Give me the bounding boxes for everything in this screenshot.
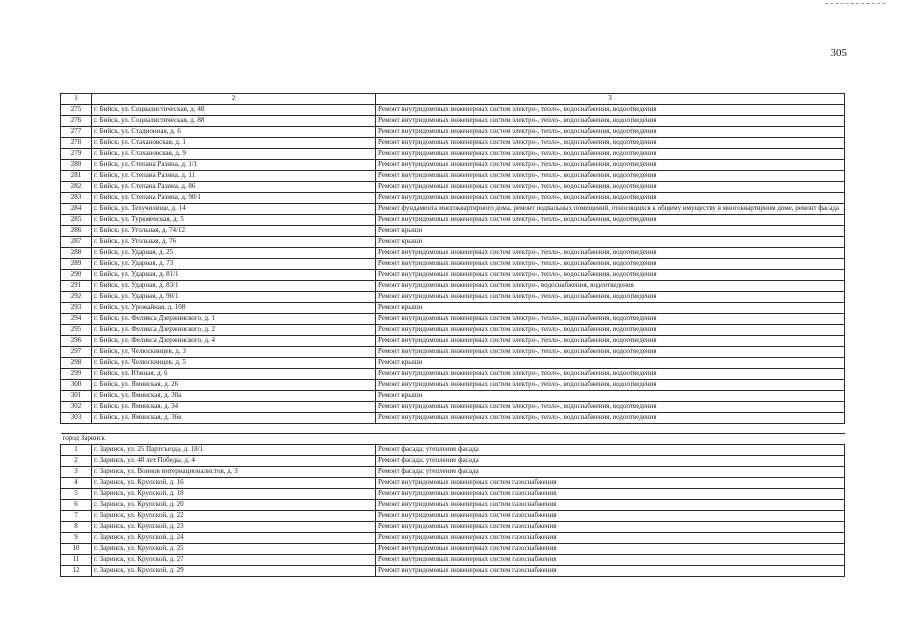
address-cell: г. Бийск, ул. Угольная, д. 76 bbox=[92, 237, 376, 248]
address-cell: г. Бийск, ул. Угольная, д. 74/12 bbox=[92, 226, 376, 237]
row-number-cell: 295 bbox=[61, 325, 92, 336]
work-type-cell: Ремонт внутридомовых инженерных систем электро-, тепло-, водоснабжения, водоотведения bbox=[376, 259, 845, 270]
work-type-cell: Ремонт внутридомовых инженерных систем электро-, тепло-, водоснабжения, водоотведения bbox=[376, 127, 845, 138]
table-row bbox=[61, 555, 845, 566]
table-row bbox=[61, 391, 845, 402]
row-number-cell: 294 bbox=[61, 314, 92, 325]
address-cell: г. Заринск, ул. 25 Партсъезда, д. 18/1 bbox=[92, 445, 376, 456]
work-type-cell: Ремонт внутридомовых инженерных систем электро-, тепло-, водоснабжения, водоотведения bbox=[376, 270, 845, 281]
work-type-cell: Ремонт внутридомовых инженерных систем электро-, тепло-, водоснабжения, водоотведения bbox=[376, 160, 845, 171]
work-type-cell: Ремонт внутридомовых инженерных систем электро-, тепло-, водоснабжения, водоотведения bbox=[376, 182, 845, 193]
row-number-cell: 4 bbox=[61, 478, 92, 489]
row-number-cell: 286 bbox=[61, 226, 92, 237]
work-type-cell: Ремонт внутридомовых инженерных систем электро-, тепло-, водоснабжения, водоотведения bbox=[376, 292, 845, 303]
address-cell: г. Бийск, ул. Ударная, д. 83/1 bbox=[92, 281, 376, 292]
address-cell: г. Бийск, ул. Яминская, д. 36в bbox=[92, 413, 376, 424]
work-type-cell: Ремонт крыши bbox=[376, 237, 845, 248]
work-type-cell: Ремонт внутридомовых инженерных систем электро-, тепло-, водоснабжения, водоотведения bbox=[376, 325, 845, 336]
work-type-cell: Ремонт внутридомовых инженерных систем газоснабжения bbox=[376, 566, 845, 577]
row-number-cell: 2 bbox=[61, 456, 92, 467]
table-row bbox=[61, 478, 845, 489]
work-type-cell: Ремонт фасада; утепление фасада bbox=[376, 467, 845, 478]
scan-edge-line bbox=[825, 3, 885, 4]
work-type-cell: Ремонт внутридомовых инженерных систем электро-, тепло-, водоснабжения, водоотведения bbox=[376, 347, 845, 358]
address-cell: г. Заринск, ул. Крупской, д. 16 bbox=[92, 478, 376, 489]
address-cell: г. Заринск, ул. 40 лет Победы, д. 4 bbox=[92, 456, 376, 467]
address-cell: г. Бийск, ул. Стадионная, д. 6 bbox=[92, 127, 376, 138]
section-heading-row bbox=[61, 434, 845, 445]
table-row bbox=[61, 215, 845, 226]
table-row bbox=[61, 347, 845, 358]
registry-table bbox=[60, 93, 845, 577]
table-row bbox=[61, 566, 845, 577]
table-header-row bbox=[61, 94, 845, 105]
work-type-cell: Ремонт внутридомовых инженерных систем электро-, тепло-, водоснабжения, водоотведения bbox=[376, 171, 845, 182]
row-number-cell: 7 bbox=[61, 511, 92, 522]
row-number-cell: 303 bbox=[61, 413, 92, 424]
address-cell: г. Бийск, ул. Урожайная, д. 108 bbox=[92, 303, 376, 314]
table-row bbox=[61, 314, 845, 325]
table-row bbox=[61, 369, 845, 380]
table-row bbox=[61, 237, 845, 248]
row-number-cell: 287 bbox=[61, 237, 92, 248]
table-row bbox=[61, 149, 845, 160]
address-cell: г. Бийск, ул. Ударная, д. 73 bbox=[92, 259, 376, 270]
table-row bbox=[61, 456, 845, 467]
table-row bbox=[61, 358, 845, 369]
spacer-row bbox=[61, 424, 845, 434]
registry-table-wrapper bbox=[60, 93, 844, 577]
table-row bbox=[61, 248, 845, 259]
address-cell: г. Бийск, ул. Челюскинцев, д. 5 bbox=[92, 358, 376, 369]
work-type-cell: Ремонт внутридомовых инженерных систем газоснабжения bbox=[376, 533, 845, 544]
table-row bbox=[61, 336, 845, 347]
work-type-cell: Ремонт внутридомовых инженерных систем электро-, тепло-, водоснабжения, водоотведения bbox=[376, 116, 845, 127]
address-cell: г. Бийск, ул. Стахановская, д. 9 bbox=[92, 149, 376, 160]
row-number-cell: 299 bbox=[61, 369, 92, 380]
address-cell: г. Заринск, ул. Крупской, д. 25 bbox=[92, 544, 376, 555]
section-title: город Заринск bbox=[61, 434, 845, 445]
work-type-cell: Ремонт крыши bbox=[376, 303, 845, 314]
spacer-cell bbox=[61, 424, 845, 434]
table-row bbox=[61, 402, 845, 413]
row-number-cell: 1 bbox=[61, 445, 92, 456]
work-type-cell: Ремонт внутридомовых инженерных систем газоснабжения bbox=[376, 478, 845, 489]
row-number-cell: 291 bbox=[61, 281, 92, 292]
work-type-cell: Ремонт внутридомовых инженерных систем электро-, тепло-, водоснабжения, водоотведения bbox=[376, 314, 845, 325]
work-type-cell: Ремонт внутридомовых инженерных систем газоснабжения bbox=[376, 522, 845, 533]
row-number-cell: 301 bbox=[61, 391, 92, 402]
address-cell: г. Бийск, ул. Феликса Дзержинского, д. 4 bbox=[92, 336, 376, 347]
address-cell: г. Бийск, ул. Туркменская, д. 5 bbox=[92, 215, 376, 226]
row-number-cell: 297 bbox=[61, 347, 92, 358]
page-number: 305 bbox=[830, 47, 847, 59]
work-type-cell: Ремонт крыши bbox=[376, 391, 845, 402]
row-number-cell: 293 bbox=[61, 303, 92, 314]
table-row bbox=[61, 500, 845, 511]
work-type-cell: Ремонт внутридомовых инженерных систем электро-, тепло-, водоснабжения, водоотведения bbox=[376, 105, 845, 116]
work-type-cell: Ремонт внутридомовых инженерных систем газоснабжения bbox=[376, 489, 845, 500]
row-number-cell: 289 bbox=[61, 259, 92, 270]
work-type-cell: Ремонт фундамента многоквартирного дома, ремонт подвальных помещений, относящихся к общему имуществу в многоквартирном доме, ремонт фасада bbox=[376, 204, 845, 215]
address-cell: г. Заринск, ул. Воинов интернационалистов, д. 3 bbox=[92, 467, 376, 478]
address-cell: г. Бийск, ул. Степана Разина, д. 1/1 bbox=[92, 160, 376, 171]
address-cell: г. Заринск, ул. Крупской, д. 27 bbox=[92, 555, 376, 566]
address-cell: г. Бийск, ул. Степана Разина, д. 90/1 bbox=[92, 193, 376, 204]
address-cell: г. Заринск, ул. Крупской, д. 20 bbox=[92, 500, 376, 511]
work-type-cell: Ремонт внутридомовых инженерных систем электро-, тепло-, водоснабжения, водоотведения bbox=[376, 215, 845, 226]
row-number-cell: 10 bbox=[61, 544, 92, 555]
table-row bbox=[61, 127, 845, 138]
row-number-cell: 12 bbox=[61, 566, 92, 577]
address-cell: г. Бийск, ул. Яминская, д. 26 bbox=[92, 380, 376, 391]
row-number-cell: 288 bbox=[61, 248, 92, 259]
work-type-cell: Ремонт крыши bbox=[376, 226, 845, 237]
address-cell: г. Бийск, ул. Ударная, д. 25 bbox=[92, 248, 376, 259]
table-row bbox=[61, 270, 845, 281]
table-row bbox=[61, 533, 845, 544]
row-number-cell: 284 bbox=[61, 204, 92, 215]
row-number-cell: 6 bbox=[61, 500, 92, 511]
address-cell: г. Бийск, ул. Феликса Дзержинского, д. 2 bbox=[92, 325, 376, 336]
address-cell: г. Заринск, ул. Крупской, д. 22 bbox=[92, 511, 376, 522]
table-row bbox=[61, 380, 845, 391]
address-cell: г. Бийск, ул. Ударная, д. 81/1 bbox=[92, 270, 376, 281]
address-cell: г. Заринск, ул. Крупской, д. 18 bbox=[92, 489, 376, 500]
table-row bbox=[61, 413, 845, 424]
row-number-cell: 290 bbox=[61, 270, 92, 281]
address-cell: г. Бийск, ул. Стахановская, д. 1 bbox=[92, 138, 376, 149]
row-number-cell: 296 bbox=[61, 336, 92, 347]
work-type-cell: Ремонт фасада; утепление фасада bbox=[376, 456, 845, 467]
address-cell: г. Бийск, ул. Социалистическая, д. 48 bbox=[92, 105, 376, 116]
table-row bbox=[61, 445, 845, 456]
work-type-cell: Ремонт внутридомовых инженерных систем газоснабжения bbox=[376, 511, 845, 522]
table-row bbox=[61, 259, 845, 270]
address-cell: г. Бийск, ул. Степана Разина, д. 11 bbox=[92, 171, 376, 182]
row-number-cell: 281 bbox=[61, 171, 92, 182]
work-type-cell: Ремонт крыши bbox=[376, 358, 845, 369]
table-row bbox=[61, 138, 845, 149]
table-row bbox=[61, 511, 845, 522]
row-number-cell: 283 bbox=[61, 193, 92, 204]
row-number-cell: 285 bbox=[61, 215, 92, 226]
table-row bbox=[61, 226, 845, 237]
table-row bbox=[61, 204, 845, 215]
row-number-cell: 280 bbox=[61, 160, 92, 171]
table-row bbox=[61, 160, 845, 171]
work-type-cell: Ремонт фасада; утепление фасада bbox=[376, 445, 845, 456]
table-row bbox=[61, 182, 845, 193]
work-type-cell: Ремонт внутридомовых инженерных систем электро-, тепло-, водоснабжения, водоотведения bbox=[376, 369, 845, 380]
work-type-cell: Ремонт внутридомовых инженерных систем электро-, тепло-, водоснабжения, водоотведения bbox=[376, 193, 845, 204]
row-number-cell: 282 bbox=[61, 182, 92, 193]
row-number-cell: 278 bbox=[61, 138, 92, 149]
row-number-cell: 302 bbox=[61, 402, 92, 413]
address-cell: г. Заринск, ул. Крупской, д. 23 bbox=[92, 522, 376, 533]
table-row bbox=[61, 105, 845, 116]
work-type-cell: Ремонт внутридомовых инженерных систем электро-, тепло-, водоснабжения, водоотведения bbox=[376, 380, 845, 391]
row-number-cell: 8 bbox=[61, 522, 92, 533]
work-type-cell: Ремонт внутридомовых инженерных систем электро-, тепло-, водоснабжения, водоотведения bbox=[376, 138, 845, 149]
header-cell-2: 2 bbox=[92, 94, 376, 105]
address-cell: г. Заринск, ул. Крупской, д. 24 bbox=[92, 533, 376, 544]
table-row bbox=[61, 325, 845, 336]
table-row bbox=[61, 171, 845, 182]
row-number-cell: 279 bbox=[61, 149, 92, 160]
table-row bbox=[61, 489, 845, 500]
row-number-cell: 275 bbox=[61, 105, 92, 116]
work-type-cell: Ремонт внутридомовых инженерных систем газоснабжения bbox=[376, 555, 845, 566]
work-type-cell: Ремонт внутридомовых инженерных систем электро-, тепло-, водоснабжения, водоотведения bbox=[376, 413, 845, 424]
table-row bbox=[61, 292, 845, 303]
work-type-cell: Ремонт внутридомовых инженерных систем электро-, тепло-, водоснабжения, водоотведения bbox=[376, 336, 845, 347]
row-number-cell: 277 bbox=[61, 127, 92, 138]
work-type-cell: Ремонт внутридомовых инженерных систем газоснабжения bbox=[376, 500, 845, 511]
work-type-cell: Ремонт внутридомовых инженерных систем электро-, тепло-, водоснабжения, водоотведения bbox=[376, 149, 845, 160]
address-cell: г. Бийск, ул. Феликса Дзержинского, д. 1 bbox=[92, 314, 376, 325]
work-type-cell: Ремонт внутридомовых инженерных систем электро-, тепло-, водоснабжения, водоотведения bbox=[376, 402, 845, 413]
address-cell: г. Заринск, ул. Крупской, д. 29 bbox=[92, 566, 376, 577]
table-row bbox=[61, 467, 845, 478]
table-row bbox=[61, 303, 845, 314]
address-cell: г. Бийск, ул. Южная, д. 6 bbox=[92, 369, 376, 380]
work-type-cell: Ремонт внутридомовых инженерных систем электро-, тепло-, водоснабжения, водоотведения bbox=[376, 248, 845, 259]
registry-table-body bbox=[61, 94, 845, 577]
table-row bbox=[61, 116, 845, 127]
row-number-cell: 11 bbox=[61, 555, 92, 566]
work-type-cell: Ремонт внутридомовых инженерных систем электро-, водоснабжения, водоотведения bbox=[376, 281, 845, 292]
row-number-cell: 298 bbox=[61, 358, 92, 369]
address-cell: г. Бийск, ул. Степана Разина, д. 86 bbox=[92, 182, 376, 193]
header-cell-1: 1 bbox=[61, 94, 92, 105]
address-cell: г. Бийск, ул. Челюскинцев, д. 3 bbox=[92, 347, 376, 358]
row-number-cell: 292 bbox=[61, 292, 92, 303]
row-number-cell: 300 bbox=[61, 380, 92, 391]
address-cell: г. Бийск, ул. Техучилище, д. 14 bbox=[92, 204, 376, 215]
table-row bbox=[61, 544, 845, 555]
table-row bbox=[61, 281, 845, 292]
address-cell: г. Бийск, ул. Яминская, д. 30а bbox=[92, 391, 376, 402]
header-cell-3: 3 bbox=[376, 94, 845, 105]
address-cell: г. Бийск, ул. Яминская, д. 34 bbox=[92, 402, 376, 413]
row-number-cell: 5 bbox=[61, 489, 92, 500]
table-row bbox=[61, 522, 845, 533]
address-cell: г. Бийск, ул. Ударная, д. 90/1 bbox=[92, 292, 376, 303]
row-number-cell: 276 bbox=[61, 116, 92, 127]
row-number-cell: 9 bbox=[61, 533, 92, 544]
table-row bbox=[61, 193, 845, 204]
row-number-cell: 3 bbox=[61, 467, 92, 478]
work-type-cell: Ремонт внутридомовых инженерных систем газоснабжения bbox=[376, 544, 845, 555]
address-cell: г. Бийск, ул. Социалистическая, д. 88 bbox=[92, 116, 376, 127]
